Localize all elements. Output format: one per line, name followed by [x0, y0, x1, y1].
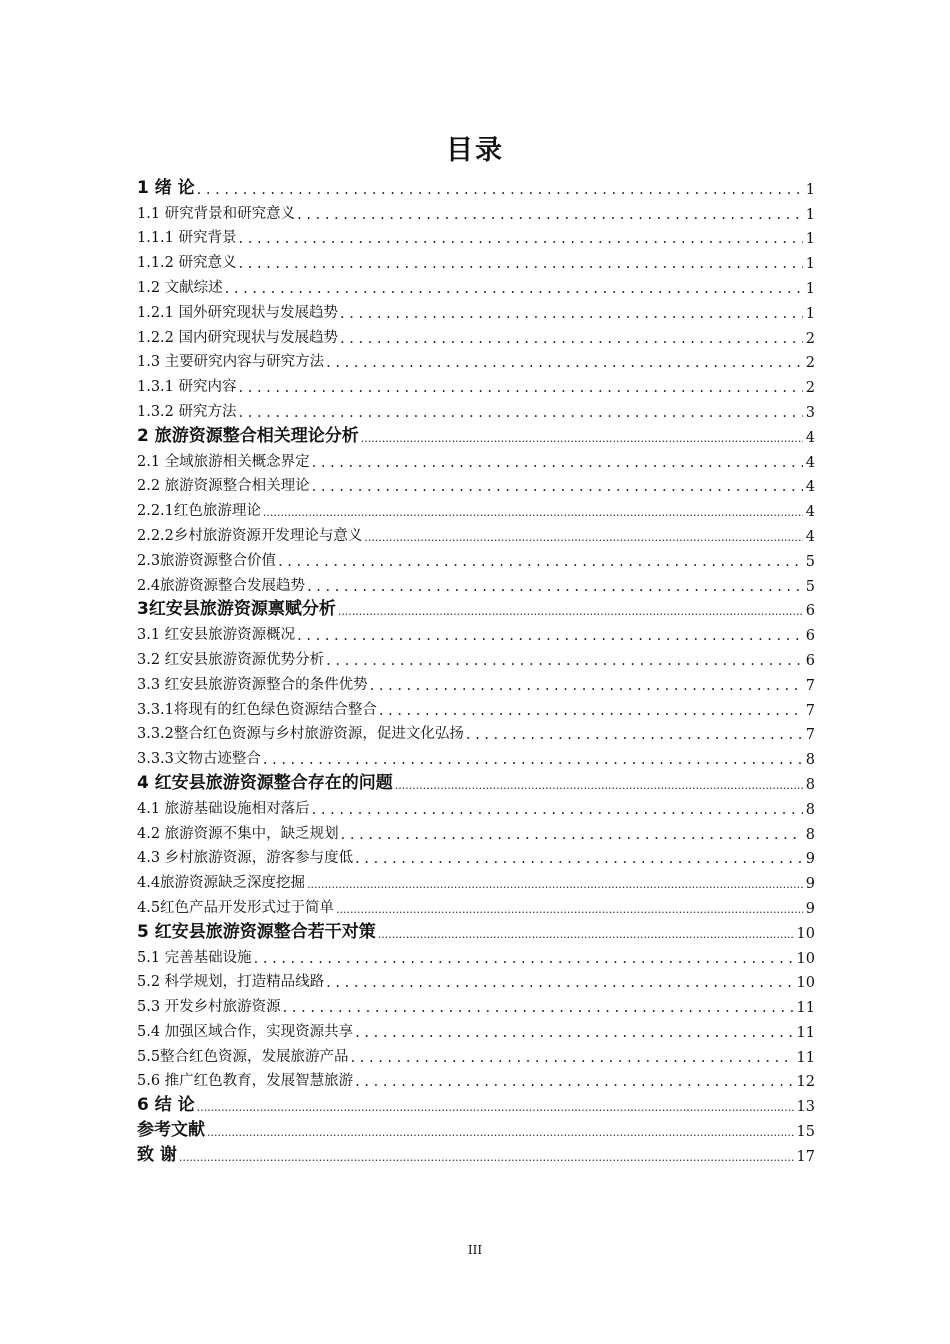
toc-entry[interactable] [137, 768, 815, 793]
toc-dot-leader [297, 628, 803, 644]
toc-entry-page-number: 1 [805, 231, 815, 248]
toc-entry[interactable] [137, 867, 815, 892]
toc-dot-leader [340, 306, 803, 322]
toc-entry-label: 2.2.2乡村旅游资源开发理论与意义 [137, 527, 363, 544]
toc-entry-label: 2.1 全域旅游相关概念界定 [137, 453, 310, 470]
toc-entry-label: 1.1.1 研究背景 [137, 230, 237, 247]
toc-entry[interactable] [137, 223, 815, 248]
toc-entry-label: 3.1 红安县旅游资源概况 [137, 627, 296, 644]
toc-entry-page-number: 5 [805, 578, 815, 595]
toc-entry-label: 6 结 论 [137, 1095, 195, 1116]
toc-entry-label: 5.6 推广红色教育，发展智慧旅游 [137, 1073, 354, 1090]
toc-dot-leader [239, 256, 803, 272]
toc-entry[interactable] [137, 247, 815, 272]
toc-entry-page-number: 8 [805, 752, 815, 769]
toc-dot-leader [225, 281, 803, 297]
toc-dot-leader [326, 975, 793, 991]
toc-entry[interactable] [137, 570, 815, 595]
toc-entry-label: 参考文献 [137, 1120, 205, 1141]
toc-entry[interactable] [137, 694, 815, 719]
toc-entry[interactable] [137, 942, 815, 967]
toc-dot-leader [378, 926, 794, 942]
toc-dot-leader [351, 1050, 794, 1066]
toc-entry[interactable] [137, 1016, 815, 1041]
toc-title: 目录 [446, 135, 504, 166]
toc-dot-leader [370, 678, 803, 694]
toc-entry-page-number: 3 [805, 404, 815, 421]
toc-entry[interactable] [137, 892, 815, 917]
toc-entry-label: 4 红安县旅游资源整合存在的问题 [137, 772, 393, 793]
toc-entry-page-number: 4 [805, 528, 815, 545]
toc-dot-leader [341, 827, 803, 843]
toc-entry-label: 3.2 红安县旅游资源优势分析 [137, 651, 325, 668]
toc-entry-label: 3.3 红安县旅游资源整合的条件优势 [137, 676, 368, 693]
toc-dot-leader [283, 1000, 794, 1016]
toc-entry-page-number: 11 [796, 1049, 815, 1066]
toc-dot-leader [239, 405, 803, 421]
toc-dot-leader [312, 455, 803, 471]
toc-entry-page-number: 2 [805, 355, 815, 372]
toc-entry-page-number: 15 [796, 1124, 815, 1141]
toc-dot-leader [379, 703, 803, 719]
toc-entry-label: 1.1.2 研究意义 [137, 255, 237, 272]
toc-entry-page-number: 7 [805, 702, 815, 719]
toc-entry-page-number: 8 [805, 776, 815, 793]
toc-dot-leader [361, 430, 803, 446]
toc-entry[interactable] [137, 421, 815, 446]
toc-entry-label: 5.5整合红色资源，发展旅游产品 [137, 1048, 349, 1065]
toc-entry-label: 3红安县旅游资源禀赋分析 [137, 599, 336, 620]
toc-dot-leader [263, 504, 803, 520]
toc-entry-page-number: 9 [805, 851, 815, 868]
toc-dot-leader [278, 554, 803, 570]
toc-entry[interactable] [137, 297, 815, 322]
toc-dot-leader [207, 1124, 794, 1140]
toc-dot-leader [355, 851, 803, 867]
toc-entry[interactable] [137, 719, 815, 744]
toc-entry[interactable] [137, 818, 815, 843]
toc-entry-page-number: 17 [796, 1148, 815, 1165]
toc-entry[interactable] [137, 322, 815, 347]
toc-entry[interactable] [137, 198, 815, 223]
toc-dot-leader [179, 1149, 794, 1165]
toc-entry-label: 4.3 乡村旅游资源，游客参与度低 [137, 850, 354, 867]
toc-entry-label: 1.2.1 国外研究现状与发展趋势 [137, 304, 339, 321]
toc-entry-page-number: 6 [805, 603, 815, 620]
toc-entry-page-number: 6 [805, 652, 815, 669]
toc-dot-leader [197, 1099, 794, 1115]
toc-entry-label: 2.2.1红色旅游理论 [137, 503, 261, 520]
toc-dot-leader [307, 579, 803, 595]
toc-entry-page-number: 8 [805, 826, 815, 843]
toc-dot-leader [263, 752, 803, 768]
toc-entry[interactable] [137, 347, 815, 372]
toc-entry-page-number: 12 [796, 1074, 815, 1091]
toc-entry-label: 3.3.3文物古迹整合 [137, 751, 261, 768]
toc-entry-page-number: 1 [805, 305, 815, 322]
toc-entry[interactable] [137, 644, 815, 669]
toc-entry-page-number: 4 [805, 504, 815, 521]
toc-entry[interactable] [137, 173, 815, 198]
toc-dot-leader [340, 331, 803, 347]
toc-entry[interactable] [137, 1066, 815, 1091]
toc-entry-page-number: 7 [805, 677, 815, 694]
toc-entry-label: 4.5红色产品开发形式过于简单 [137, 899, 335, 916]
toc-entry[interactable] [137, 1140, 815, 1165]
toc-entry-label: 5.4 加强区域合作，实现资源共享 [137, 1023, 354, 1040]
toc-entry-page-number: 10 [796, 950, 815, 967]
toc-entry[interactable] [137, 595, 815, 620]
toc-entry-page-number: 11 [796, 1000, 815, 1017]
toc-entry-page-number: 5 [805, 553, 815, 570]
toc-dot-leader [297, 207, 803, 223]
toc-entry[interactable] [137, 669, 815, 694]
toc-dot-leader [239, 380, 803, 396]
toc-entry-page-number: 1 [805, 280, 815, 297]
toc-dot-leader [336, 901, 803, 917]
toc-entry-label: 5.2 科学规划，打造精品线路 [137, 974, 325, 991]
toc-entry[interactable] [137, 495, 815, 520]
toc-entry[interactable] [137, 743, 815, 768]
toc-entry-page-number: 7 [805, 727, 815, 744]
toc-entry[interactable] [137, 1041, 815, 1066]
toc-entry-page-number: 1 [805, 206, 815, 223]
toc-entry-label: 5.1 完善基础设施 [137, 949, 252, 966]
toc-entry-page-number: 11 [796, 1024, 815, 1041]
toc-entry[interactable] [137, 520, 815, 545]
toc-entry-label: 5 红安县旅游资源整合若干对策 [137, 921, 376, 942]
toc-dot-leader [312, 802, 803, 818]
toc-dot-leader [355, 1074, 793, 1090]
toc-entry[interactable] [137, 967, 815, 992]
toc-entry-label: 2.4旅游资源整合发展趋势 [137, 577, 306, 594]
toc-entry-page-number: 8 [805, 801, 815, 818]
toc-entry[interactable] [137, 545, 815, 570]
toc-entry[interactable] [137, 396, 815, 421]
toc-entry[interactable] [137, 991, 815, 1016]
toc-entry-label: 2.2 旅游资源整合相关理论 [137, 478, 310, 495]
toc-entry[interactable] [137, 446, 815, 471]
toc-entry[interactable] [137, 793, 815, 818]
toc-entry-label: 1.2 文献综述 [137, 279, 223, 296]
toc-entry-label: 3.3.1将现有的红色绿色资源结合整合 [137, 701, 377, 718]
toc-entry-page-number: 6 [805, 628, 815, 645]
toc-entry-page-number: 2 [805, 330, 815, 347]
toc-dot-leader [395, 777, 803, 793]
toc-dot-leader [326, 653, 803, 669]
toc-dot-leader [197, 182, 803, 198]
toc-entry-label: 1.1 研究背景和研究意义 [137, 205, 296, 222]
toc-entry-label: 2 旅游资源整合相关理论分析 [137, 425, 359, 446]
toc-entry[interactable] [137, 272, 815, 297]
toc-dot-leader [307, 876, 803, 892]
toc-entry-page-number: 13 [796, 1099, 815, 1116]
toc-entry-label: 1.2.2 国内研究现状与发展趋势 [137, 329, 339, 346]
toc-entry-label: 1.3.1 研究内容 [137, 379, 237, 396]
page-number-footer: III [467, 1243, 483, 1257]
toc-entry-label: 2.3旅游资源整合价值 [137, 552, 277, 569]
toc-entry-label: 1 绪 论 [137, 177, 195, 198]
toc-entry-label: 4.4旅游资源缺乏深度挖掘 [137, 875, 306, 892]
toc-entry-page-number: 2 [805, 380, 815, 397]
toc-entry-label: 致 谢 [137, 1144, 177, 1165]
toc-dot-leader [312, 479, 803, 495]
toc-entry[interactable] [137, 917, 815, 942]
toc-entry-label: 1.3 主要研究内容与研究方法 [137, 354, 325, 371]
toc-dot-leader [326, 355, 803, 371]
toc-entry-label: 5.3 开发乡村旅游资源 [137, 999, 281, 1016]
toc-dot-leader [254, 951, 794, 967]
toc-entry[interactable] [137, 1115, 815, 1140]
toc-entry-label: 4.1 旅游基础设施相对落后 [137, 800, 310, 817]
toc-entry[interactable] [137, 619, 815, 644]
toc-entry[interactable] [137, 1090, 815, 1115]
toc-entry-page-number: 9 [805, 876, 815, 893]
toc-dot-leader [338, 603, 803, 619]
toc-entry[interactable] [137, 843, 815, 868]
toc-entry-page-number: 4 [805, 429, 815, 446]
toc-entry-page-number: 10 [796, 975, 815, 992]
toc-dot-leader [466, 727, 803, 743]
toc-entry-page-number: 1 [805, 256, 815, 273]
toc-entry-page-number: 4 [805, 479, 815, 496]
toc-dot-leader [239, 231, 803, 247]
toc-entry[interactable] [137, 371, 815, 396]
toc-dot-leader [355, 1025, 793, 1041]
toc-entry-page-number: 10 [796, 925, 815, 942]
toc-entry-page-number: 9 [805, 900, 815, 917]
toc-entry-label: 1.3.2 研究方法 [137, 403, 237, 420]
toc-dot-leader [364, 529, 802, 545]
toc-entry-label: 4.2 旅游资源不集中，缺乏规划 [137, 825, 339, 842]
table-of-contents [137, 173, 815, 1165]
toc-entry-label: 3.3.2整合红色资源与乡村旅游资源，促进文化弘扬 [137, 726, 464, 743]
toc-entry-page-number: 4 [805, 454, 815, 471]
toc-entry[interactable] [137, 471, 815, 496]
toc-entry-page-number: 1 [805, 181, 815, 198]
